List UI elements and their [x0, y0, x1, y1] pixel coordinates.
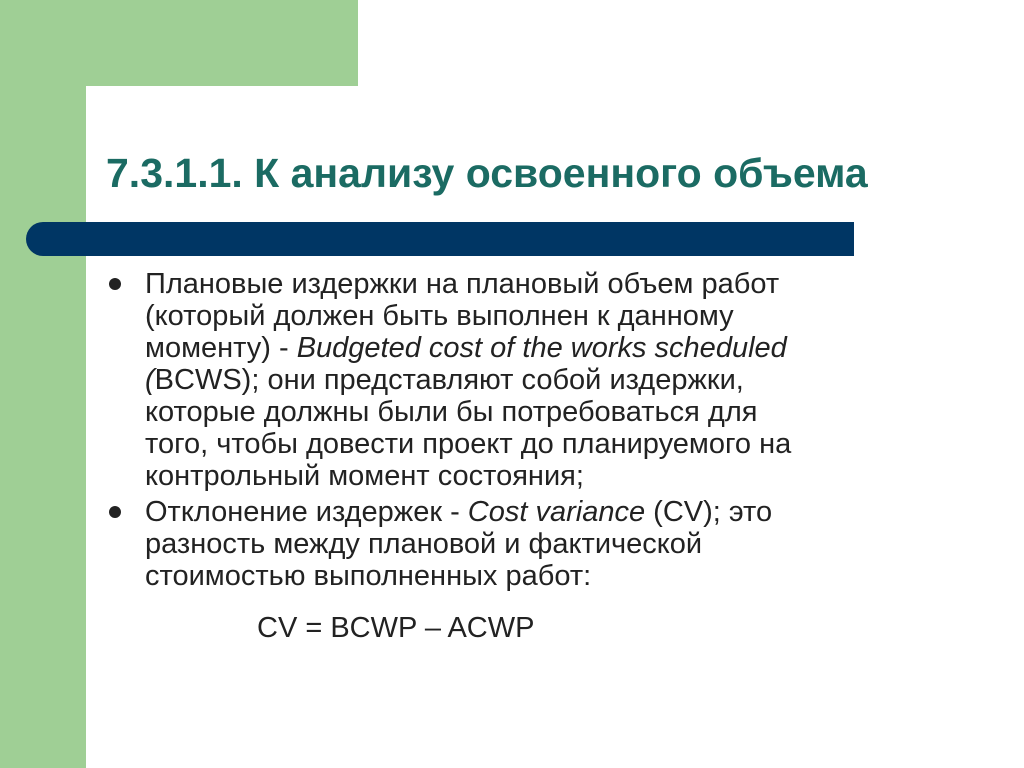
cv-formula: CV = BCWP – ACWP [257, 612, 535, 644]
bullet-cv [100, 496, 930, 592]
text-line: контрольный момент состояния; [145, 460, 584, 492]
slide-title: 7.3.1.1. К анализу освоенного объема [106, 150, 868, 196]
text-line: которые должны были бы потребоваться для [145, 396, 758, 428]
text-line: (CV); это [645, 496, 773, 528]
term-english: Budgeted cost of the works scheduled [296, 332, 787, 364]
text-line: разность между плановой и фактической [145, 528, 703, 560]
green-side-strip [0, 0, 86, 768]
title-underline-bar [26, 222, 854, 256]
bullet-dot-icon [109, 506, 121, 518]
paren-open: ( [145, 364, 155, 396]
text-line: Отклонение издержек - [145, 496, 468, 528]
text-line: BCWS); они представляют собой издержки, [154, 364, 744, 396]
term-english: Cost variance [467, 496, 646, 528]
text-line: того, чтобы довести проект до планируемого на [145, 428, 792, 460]
text-line: моменту) - [145, 332, 297, 364]
text-line: Плановые издержки на плановый объем работ [145, 268, 780, 300]
bullet-dot-icon [109, 278, 121, 290]
green-top-band [0, 0, 358, 86]
bullet-list [100, 268, 930, 596]
bullet-bcws [100, 268, 930, 492]
text-line: стоимостью выполненных работ: [145, 560, 592, 592]
text-line: (который должен быть выполнен к данному [145, 300, 734, 332]
